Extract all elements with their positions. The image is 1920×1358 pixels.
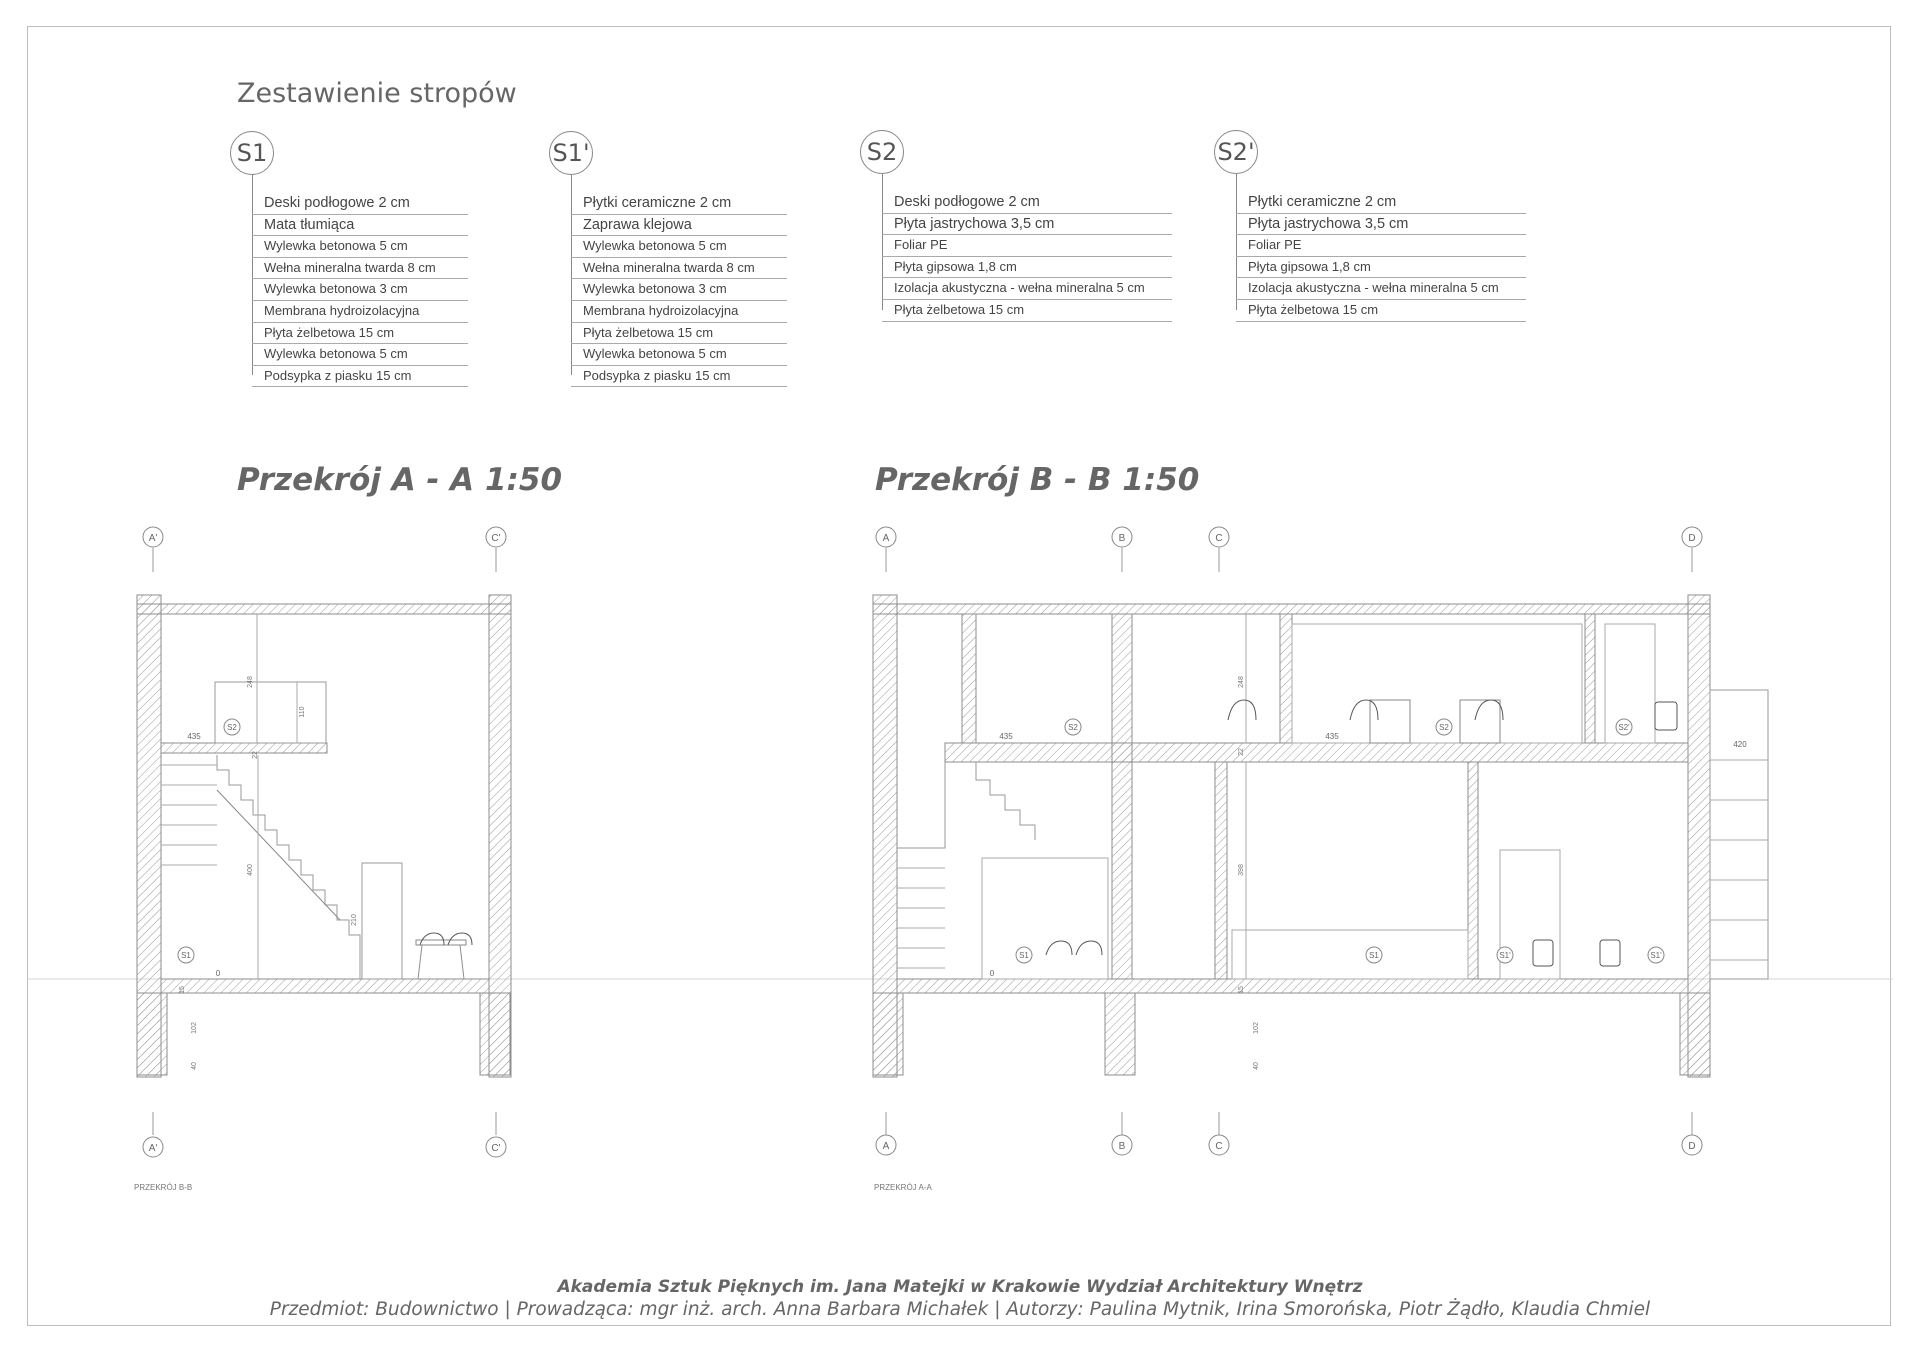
footing	[1105, 993, 1135, 1075]
layer-item: Zaprawa klejowa	[571, 215, 787, 237]
dimension-label: 102	[191, 1022, 198, 1034]
layer-item: Membrana hydroizolacyjna	[252, 301, 468, 323]
dimension-label: 398	[1238, 864, 1245, 876]
layer-item: Wylewka betonowa 5 cm	[252, 236, 468, 258]
layer-item: Płyta żelbetowa 15 cm	[252, 323, 468, 345]
axis-label: C	[1215, 533, 1223, 544]
footing	[873, 993, 903, 1075]
layer-item: Podsypka z piasku 15 cm	[252, 366, 468, 388]
dimension-label: 22	[252, 751, 259, 759]
stair-flight	[976, 762, 1035, 840]
layer-item: Wełna mineralna twarda 8 cm	[571, 258, 787, 280]
axis-label: B	[1118, 1141, 1126, 1152]
section-b-drawing	[873, 548, 1768, 1135]
dimension-label: 15	[1238, 986, 1245, 994]
chair	[448, 933, 472, 945]
toilet	[1655, 702, 1677, 730]
layer-item: Płyta gipsowa 1,8 cm	[1236, 257, 1526, 279]
floor-slab	[945, 743, 1688, 762]
dimension-label: 248	[1238, 676, 1245, 688]
layer-item: Płyta jastrychowa 3,5 cm	[882, 214, 1172, 236]
chair	[420, 933, 444, 945]
chair	[1475, 700, 1503, 720]
level-mark: 0	[989, 969, 995, 978]
axis-label: C	[1215, 1141, 1223, 1152]
layer-item: Wylewka betonowa 5 cm	[571, 236, 787, 258]
level-mark: 435	[187, 732, 201, 741]
toilet	[1600, 940, 1620, 966]
footing	[480, 993, 510, 1075]
slab-tag-label: S1'	[1650, 951, 1662, 960]
wardrobe	[982, 858, 1108, 979]
chair	[1228, 700, 1256, 720]
axis-label: A	[882, 1141, 890, 1152]
dimension-label: 40	[191, 1062, 198, 1070]
layer-item: Wylewka betonowa 3 cm	[252, 279, 468, 301]
slab-tag-label: S2	[227, 723, 237, 732]
layer-item: Wylewka betonowa 5 cm	[252, 344, 468, 366]
footing	[1680, 993, 1710, 1075]
ground-slab	[897, 979, 1688, 993]
section-a-drawing	[137, 548, 511, 1135]
layer-item: Płyta gipsowa 1,8 cm	[882, 257, 1172, 279]
layer-item: Płyta jastrychowa 3,5 cm	[1236, 214, 1526, 236]
kitchen-counter	[1232, 930, 1468, 979]
layer-item: Podsypka z piasku 15 cm	[571, 366, 787, 388]
slab-tag-label: S1	[1369, 951, 1379, 960]
axis-label: A	[882, 533, 890, 544]
furniture-chairs	[420, 700, 1677, 966]
layer-item: Membrana hydroizolacyjna	[571, 301, 787, 323]
slab-schedule-heading: Zestawienie stropów	[237, 78, 517, 109]
footer-credits: Przedmiot: Budownictwo | Prowadząca: mgr inż. arch. Anna Barbara Michałek | Autorzy: Paulina Mytnik, Irina Smorońska, Piotr Żądło, Klaudia Chmiel	[269, 1299, 1651, 1320]
wall-partition	[1585, 614, 1595, 743]
level-mark: 420	[1733, 740, 1747, 749]
chair	[1350, 700, 1378, 720]
chair	[1076, 941, 1102, 955]
layer-item: Wełna mineralna twarda 8 cm	[252, 258, 468, 280]
layer-item: Izolacja akustyczna - wełna mineralna 5 cm	[882, 278, 1172, 300]
layer-item: Płytki ceramiczne 2 cm	[571, 193, 787, 215]
slab-tag-label: S2	[1439, 723, 1449, 732]
dimension-label: 102	[1253, 1022, 1260, 1034]
slab-tag-s2-prime: S2'	[1214, 130, 1258, 174]
axis-label: D	[1688, 533, 1696, 544]
slab-tag-s1-prime: S1'	[549, 131, 593, 175]
axis-label: A'	[148, 1143, 158, 1154]
axis-label: A'	[148, 533, 158, 544]
ground-slab	[161, 979, 489, 993]
section-b-caption: PRZEKRÓJ A-A	[874, 1183, 932, 1192]
layer-item: Płyta żelbetowa 15 cm	[882, 300, 1172, 322]
slab-tag-label: S2	[1068, 723, 1078, 732]
slab-tag-s1: S1	[230, 131, 274, 175]
mezzanine-slab	[161, 743, 327, 753]
layer-item: Foliar PE	[1236, 235, 1526, 257]
wall-partition	[962, 614, 976, 743]
layer-item: Deski podłogowe 2 cm	[252, 193, 468, 215]
level-mark: 0	[215, 969, 221, 978]
footing	[137, 993, 167, 1075]
dimension-label: 40	[1253, 1062, 1260, 1070]
layer-item: Wylewka betonowa 5 cm	[571, 344, 787, 366]
level-mark: 435	[999, 732, 1013, 741]
roof-slab	[873, 604, 1710, 614]
slab-tag-label: S1	[1019, 951, 1029, 960]
door	[362, 863, 402, 979]
table-leg	[418, 945, 422, 979]
slab-tag-s2: S2	[860, 130, 904, 174]
level-mark: 435	[1325, 732, 1339, 741]
layer-item: Płyta żelbetowa 15 cm	[571, 323, 787, 345]
slab-tag-label: S1	[181, 951, 191, 960]
layer-item: Płytki ceramiczne 2 cm	[1236, 192, 1526, 214]
axis-label: C'	[491, 533, 501, 544]
layer-item: Płyta żelbetowa 15 cm	[1236, 300, 1526, 322]
section-b-title: Przekrój B - B 1:50	[875, 462, 1200, 498]
chair	[1046, 941, 1072, 955]
table	[416, 940, 466, 945]
wall-partition	[1468, 762, 1478, 979]
dimension-label: 110	[299, 706, 306, 718]
wall-partition	[1215, 762, 1227, 979]
toilet	[1533, 940, 1553, 966]
dimension-label: 210	[351, 914, 358, 926]
roof-slab	[137, 604, 511, 614]
axis-label: B	[1118, 533, 1126, 544]
layer-item: Wylewka betonowa 3 cm	[571, 279, 787, 301]
dimension-label: 248	[247, 676, 254, 688]
layer-item: Foliar PE	[882, 235, 1172, 257]
handrail	[217, 790, 340, 920]
section-a-caption: PRZEKRÓJ B-B	[134, 1183, 193, 1192]
dimension-label: 15	[179, 986, 186, 994]
section-a-title: Przekrój A - A 1:50	[237, 462, 563, 498]
layer-item: Mata tłumiąca	[252, 215, 468, 237]
dimension-label: 400	[247, 864, 254, 876]
external-stair	[1710, 690, 1768, 979]
axis-label: C'	[491, 1143, 501, 1154]
table-leg	[460, 945, 464, 979]
staircase	[217, 755, 360, 979]
wall-b	[1112, 614, 1132, 979]
staircase	[897, 762, 945, 848]
dimension-label: 22	[1238, 748, 1245, 756]
layer-item: Deski podłogowe 2 cm	[882, 192, 1172, 214]
slab-tag-label: S2'	[1618, 723, 1630, 732]
slab-tag-label: S1'	[1499, 951, 1511, 960]
axis-label: D	[1688, 1141, 1696, 1152]
wall-partition	[1280, 614, 1292, 743]
footer-institution: Akademia Sztuk Pięknych im. Jana Matejki w Krakowie Wydział Architektury Wnętrz	[557, 1277, 1363, 1297]
layer-item: Izolacja akustyczna - wełna mineralna 5 cm	[1236, 278, 1526, 300]
